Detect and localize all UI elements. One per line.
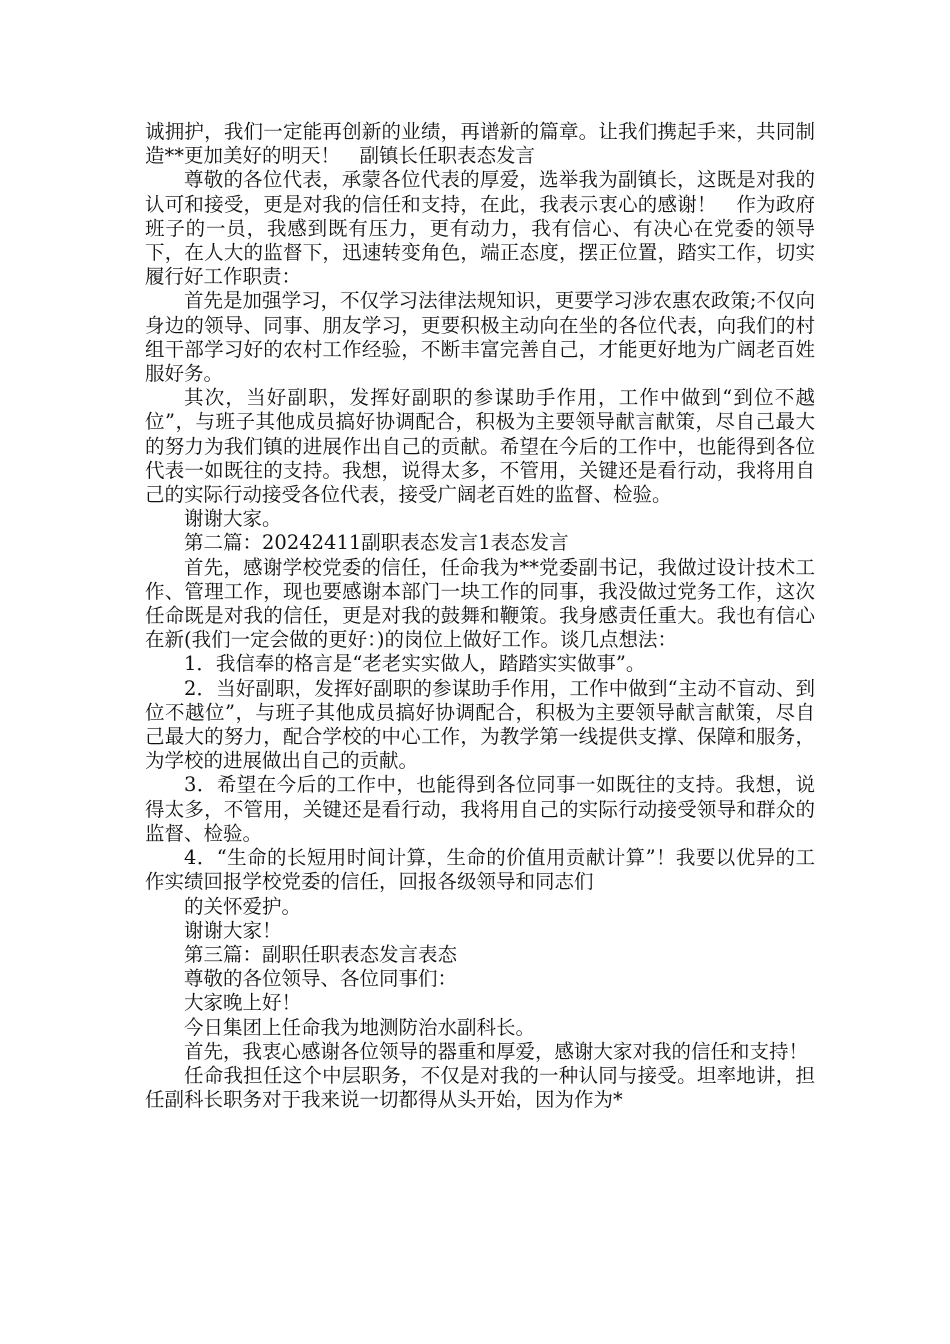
- section-heading: 第三篇：副职任职表态发言表态: [184, 942, 458, 966]
- list-item: 1．我信奉的格言是“老老实实做人，踏踏实实做事”。: [184, 652, 646, 676]
- paragraph: 尊敬的各位代表，承蒙各位代表的厚爱，选举我为副镇长，这既是对我的认可和接受，更是对我的信任和支持，在此，我表示衷心的感谢！ 作为政府班子的一员，我感到既有压力，更有动力，我有信心、有决心在党委的领导下，在人大的监督下，迅速转变角色，端正态度，摆正位置，踏实工作，切实履行好工作职责：: [145, 168, 815, 289]
- list-item: 3．希望在今后的工作中，也能得到各位同事一如既往的支持。我想，说得太多，不管用，关键还是看行动，我将用自己的实际行动接受领导和群众的监督、检验。: [145, 773, 815, 845]
- paragraph: 首先是加强学习，不仅学习法律法规知识，更要学习涉农惠农政策;不仅向身边的领导、同事、朋友学习，更要积极主动向在坐的各位代表，向我们的村组干部学习好的农村工作经验，不断丰富完善自己，才能更好地为广阔老百姓服好务。: [145, 289, 815, 386]
- paragraph: 谢谢大家！: [184, 918, 282, 942]
- paragraph: 其次，当好副职，发挥好副职的参谋助手作用，工作中做到“到位不越位”，与班子其他成员搞好协调配合，积极为主要领导献言献策，尽自己最大的努力为我们镇的进展作出自己的贡献。希望在今后的工作中，也能得到各位代表一如既往的支持。我想，说得太多，不管用，关键还是看行动，我将用自己的实际行动接受各位代表，接受广阔老百姓的监督、检验。: [145, 386, 815, 507]
- salutation: 尊敬的各位领导、各位同事们：: [184, 967, 458, 991]
- list-item: 2．当好副职，发挥好副职的参谋助手作用，工作中做到“主动不盲动、到位不越位”，与班子其他成员搞好协调配合，积极为主要领导献言献策，尽自己最大的努力，配合学校的中心工作，为教学第一线提供支撑、保障和服务，为学校的进展做出自己的贡献。: [145, 676, 815, 773]
- paragraph-continuation: 的关怀爱护。: [184, 894, 302, 918]
- document-body: [145, 120, 815, 1112]
- paragraph: 首先，我衷心感谢各位领导的器重和厚爱，感谢大家对我的信任和支持！: [184, 1039, 809, 1063]
- list-item: 4．“生命的长短用时间计算，生命的价值用贡献计算”！我要以优异的工作实绩回报学校党委的信任，回报各级领导和同志们: [145, 846, 815, 894]
- paragraph: 今日集团上任命我为地测防治水副科长。: [184, 1015, 536, 1039]
- greeting: 大家晚上好！: [184, 991, 302, 1015]
- paragraph: 谢谢大家。: [184, 507, 282, 531]
- paragraph: 首先，感谢学校党委的信任，任命我为**党委副书记，我做过设计技术工作、管理工作，现也要感谢本部门一块工作的同事，我没做过党务工作，这次任命既是对我的信任，更是对我的鼓舞和鞭策。我身感责任重大。我也有信心在新(我们一定会做的更好：)的岗位上做好工作。谈几点想法：: [145, 555, 815, 652]
- paragraph: 诚拥护，我们一定能再创新的业绩，再谱新的篇章。让我们携起手来，共同制造**更加美好的明天！ 副镇长任职表态发言: [145, 120, 815, 168]
- section-heading: 第二篇：20242411副职表态发言1表态发言: [184, 531, 569, 555]
- paragraph: 任命我担任这个中层职务，不仅是对我的一种认同与接受。坦率地讲，担任副科长职务对于我来说一切都得从头开始，因为作为*: [145, 1063, 815, 1112]
